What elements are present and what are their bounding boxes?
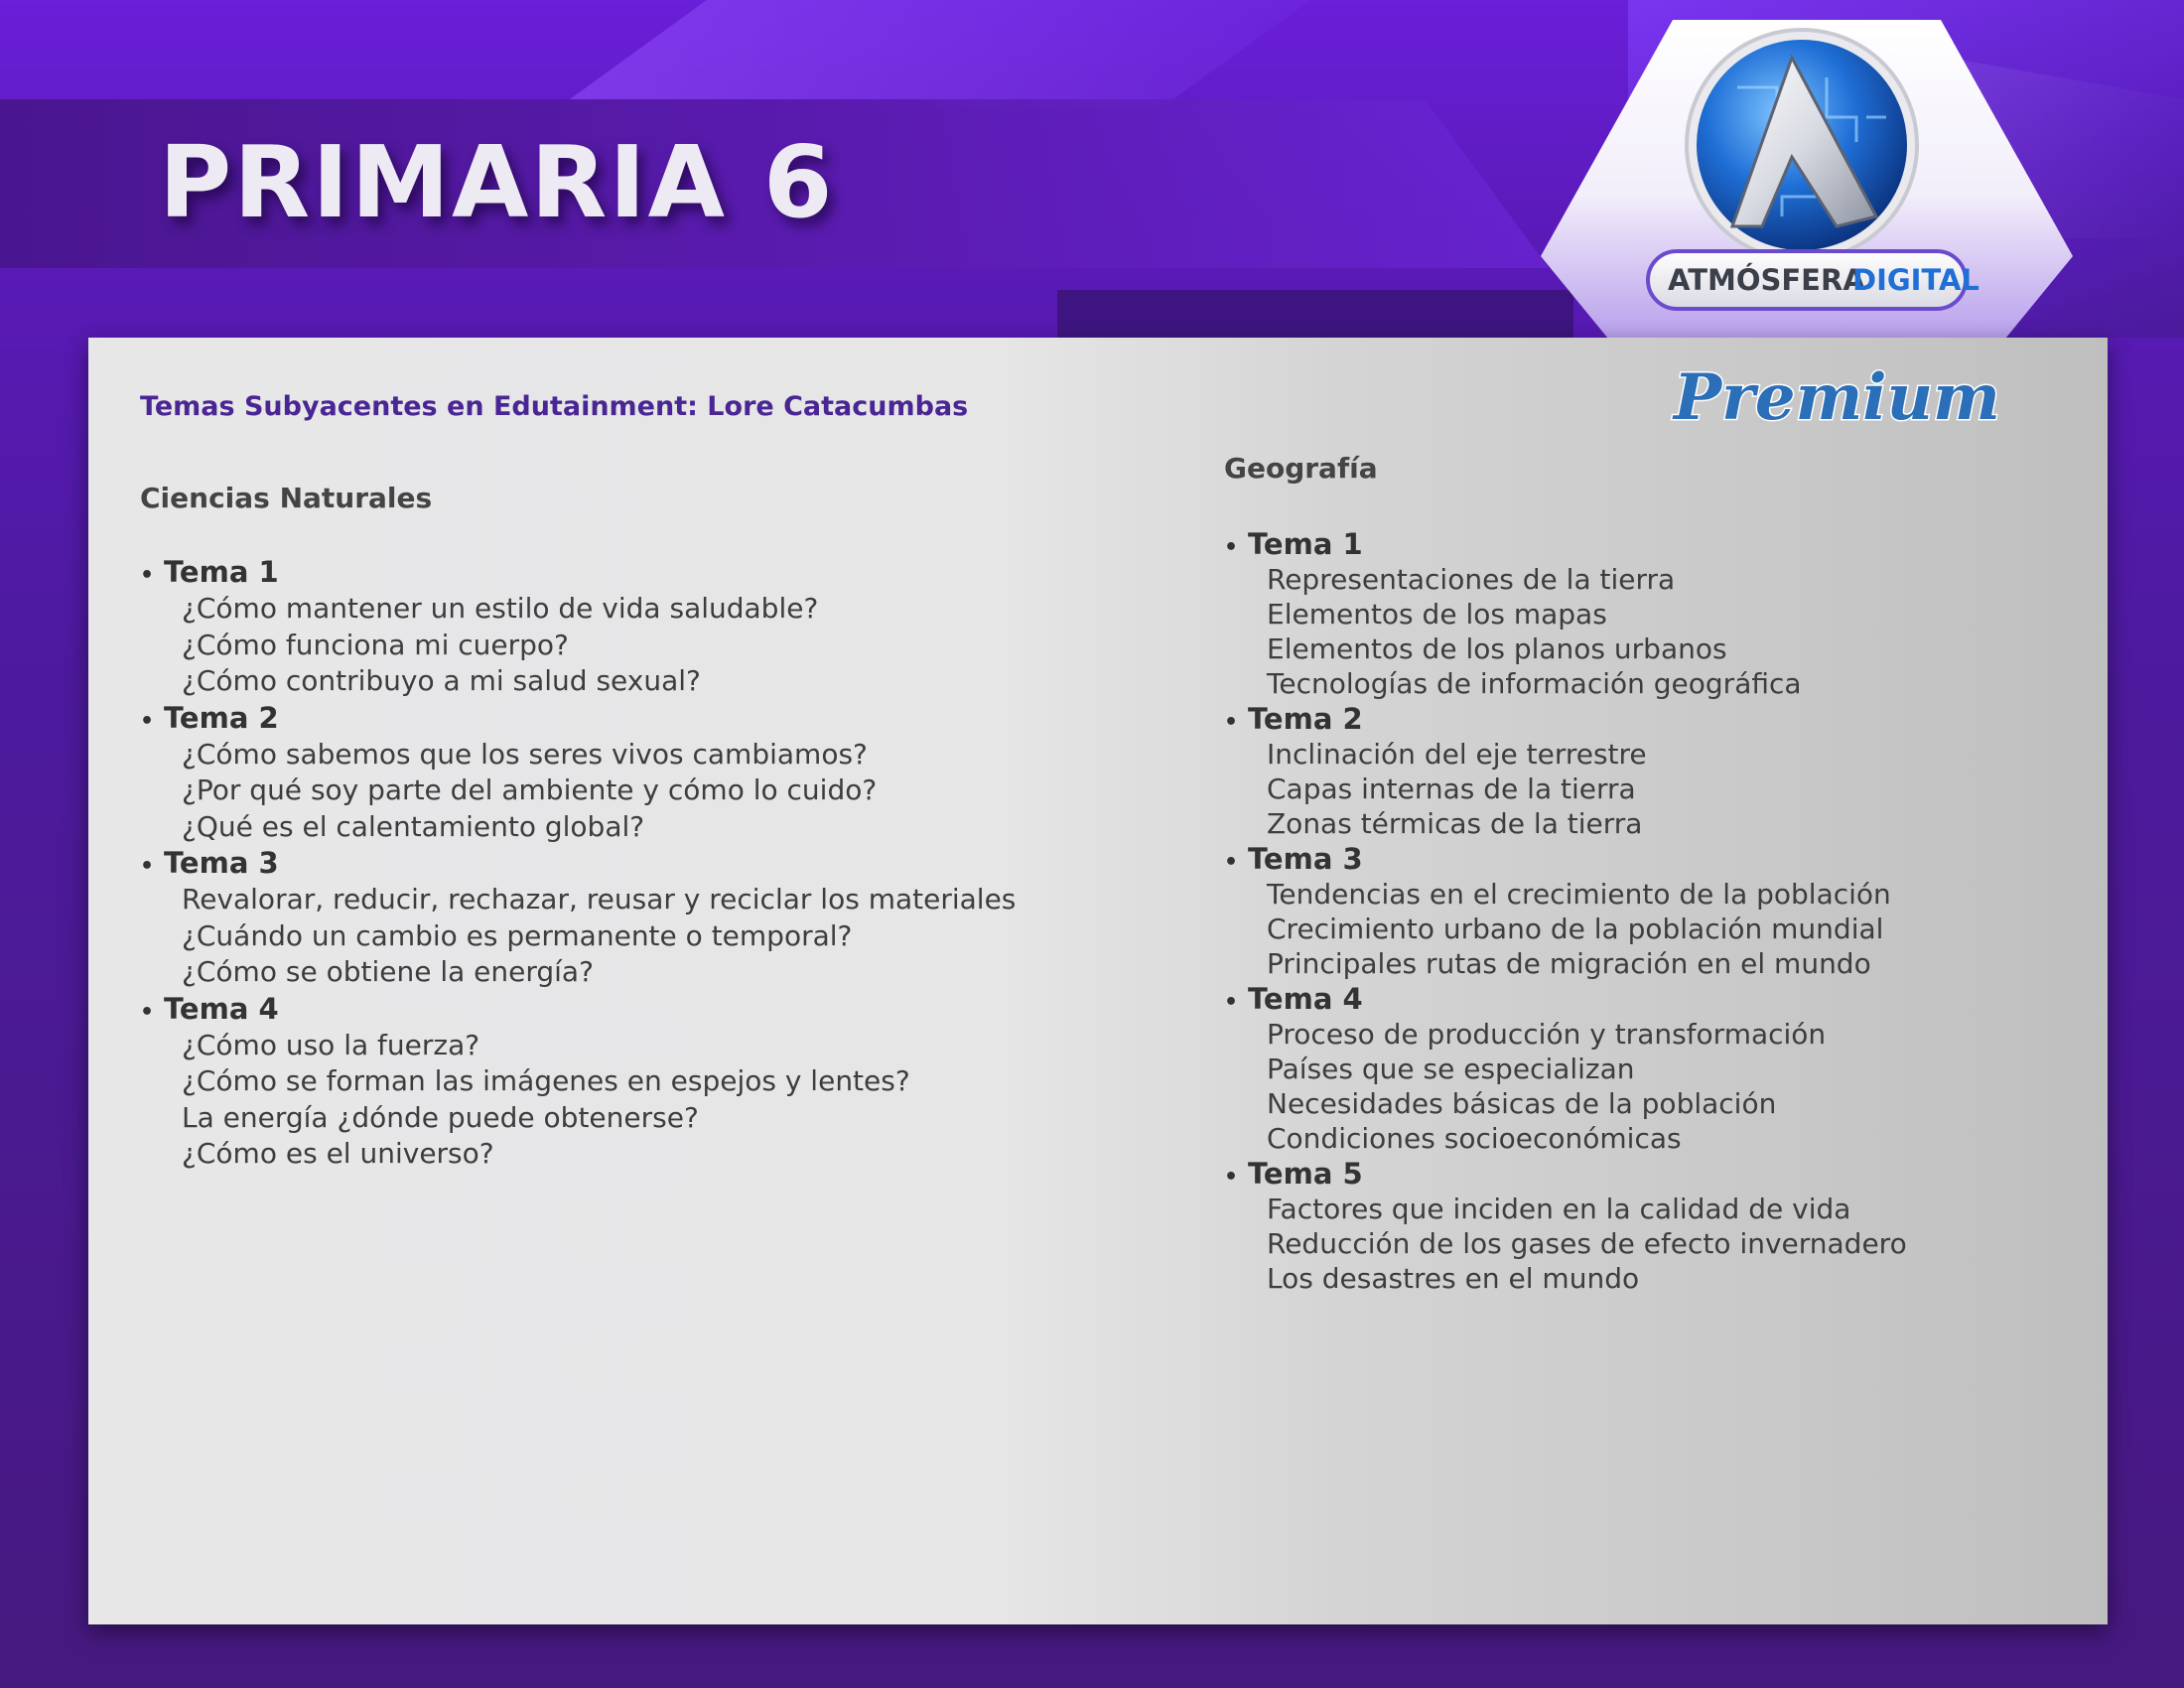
- tema-item: Inclinación del eje terrestre: [1267, 738, 1647, 771]
- tema-item: Proceso de producción y transformación: [1267, 1018, 1827, 1051]
- tema-item: Elementos de los planos urbanos: [1267, 633, 1727, 665]
- tema-label: Tema 4: [1248, 982, 1363, 1016]
- tema-5: [1224, 1156, 1907, 1296]
- tema-heading: [1224, 981, 1907, 1017]
- tema-3: [1224, 841, 1907, 981]
- ciencias-naturales-column: [140, 482, 1016, 1173]
- tema-item: ¿Por qué soy parte del ambiente y cómo lo cuido?: [182, 774, 878, 806]
- premium-graphic: [1666, 338, 2000, 447]
- tema-1: [1224, 526, 1907, 701]
- tema-item: Principales rutas de migración en el mundo: [1267, 947, 1871, 980]
- premium-text: Premium: [1674, 360, 2000, 435]
- logo-text-primary: ATMÓSFERA: [1668, 263, 1865, 297]
- tema-list: [1224, 526, 1907, 1296]
- tema-4: [140, 991, 1016, 1173]
- tema-item: Necesidades básicas de la población: [1267, 1087, 1777, 1120]
- atmosfera-digital-logo: [1539, 18, 2075, 341]
- tema-item: ¿Cómo sabemos que los seres vivos cambiamos?: [182, 737, 868, 771]
- bullet-icon: •: [140, 854, 155, 879]
- bullet-icon: •: [1224, 535, 1239, 560]
- tema-item: Factores que inciden en la calidad de vida: [1267, 1193, 1851, 1225]
- tema-item: Tendencias en el crecimiento de la población: [1267, 878, 1891, 911]
- tema-item: Países que se especializan: [1267, 1053, 1635, 1085]
- tema-label: Tema 3: [1248, 842, 1363, 876]
- tema-label: Tema 3: [164, 846, 279, 880]
- tema-heading: [140, 845, 1016, 882]
- tema-label: Tema 2: [164, 700, 279, 735]
- tema-item: ¿Cómo es el universo?: [182, 1137, 494, 1170]
- bullet-icon: •: [1224, 1165, 1239, 1190]
- tema-label: Tema 5: [1248, 1157, 1363, 1191]
- tema-1: [140, 554, 1016, 700]
- logo-text-accent: DIGITAL: [1852, 263, 1979, 297]
- tema-item: Crecimiento urbano de la población mundial: [1267, 913, 1884, 945]
- tema-item: ¿Cómo se obtiene la energía?: [182, 955, 594, 988]
- section-title: Geografía: [1224, 452, 1378, 485]
- tema-heading: [140, 554, 1016, 591]
- tema-list: [140, 554, 1016, 1173]
- bullet-icon: •: [140, 708, 155, 734]
- tema-item: Zonas térmicas de la tierra: [1267, 807, 1643, 840]
- tema-2: [140, 700, 1016, 846]
- subtitle: Temas Subyacentes en Edutainment: Lore Catacumbas: [140, 391, 969, 422]
- tema-item: ¿Cómo mantener un estilo de vida saludable?: [182, 592, 819, 625]
- tema-label: Tema 4: [164, 991, 279, 1026]
- background-block: [1057, 290, 1573, 340]
- tema-heading: [1224, 841, 1907, 877]
- tema-item: Capas internas de la tierra: [1267, 773, 1636, 805]
- bullet-icon: •: [140, 563, 155, 588]
- tema-item: ¿Cómo funciona mi cuerpo?: [182, 628, 569, 661]
- tema-3: [140, 845, 1016, 991]
- tema-label: Tema 1: [1248, 527, 1363, 561]
- tema-2: [1224, 701, 1907, 841]
- tema-heading: [1224, 701, 1907, 737]
- tema-heading: [140, 991, 1016, 1028]
- premium-badge: [1666, 338, 2000, 447]
- tema-item: ¿Cómo se forman las imágenes en espejos y lentes?: [182, 1064, 910, 1097]
- tema-heading: [140, 700, 1016, 737]
- tema-item: ¿Cómo contribuyo a mi salud sexual?: [182, 664, 701, 697]
- tema-item: Los desastres en el mundo: [1267, 1262, 1640, 1295]
- tema-item: ¿Cómo uso la fuerza?: [182, 1028, 480, 1061]
- tema-item: Revalorar, reducir, rechazar, reusar y reciclar los materiales: [182, 883, 1017, 915]
- tema-item: Representaciones de la tierra: [1267, 563, 1676, 596]
- tema-item: La energía ¿dónde puede obtenerse?: [182, 1100, 699, 1134]
- bullet-icon: •: [140, 999, 155, 1025]
- logo-graphic: [1539, 18, 2075, 341]
- tema-item: Reducción de los gases de efecto invernadero: [1267, 1227, 1907, 1260]
- tema-item: Condiciones socioeconómicas: [1267, 1122, 1682, 1155]
- tema-item: ¿Qué es el calentamiento global?: [182, 809, 645, 843]
- tema-label: Tema 1: [164, 555, 279, 589]
- bullet-icon: •: [1224, 710, 1239, 735]
- tema-item: Elementos de los mapas: [1267, 598, 1607, 631]
- geografia-column: [1224, 452, 1907, 1296]
- bullet-icon: •: [1224, 850, 1239, 875]
- tema-item: Tecnologías de información geográfica: [1267, 667, 1802, 700]
- bullet-icon: •: [1224, 990, 1239, 1015]
- tema-label: Tema 2: [1248, 702, 1363, 736]
- tema-item: ¿Cuándo un cambio es permanente o temporal?: [182, 918, 853, 952]
- tema-heading: [1224, 1156, 1907, 1192]
- tema-heading: [1224, 526, 1907, 562]
- page-title: PRIMARIA 6: [159, 124, 835, 240]
- section-title: Ciencias Naturales: [140, 482, 433, 514]
- tema-4: [1224, 981, 1907, 1156]
